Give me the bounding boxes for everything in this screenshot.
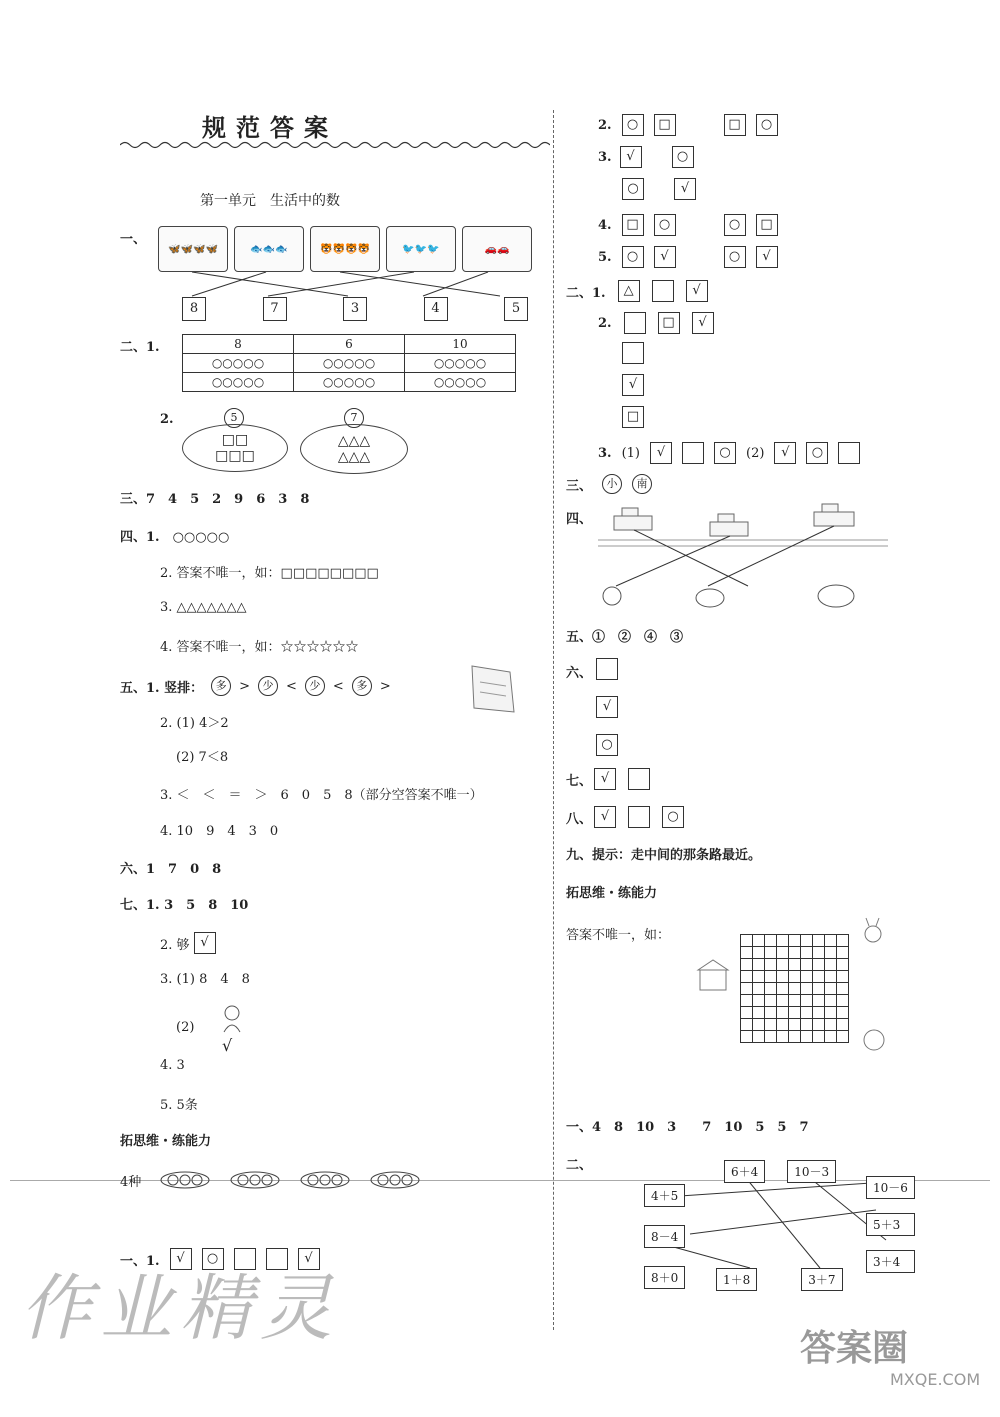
part-label: (1) (621, 445, 640, 461)
answer-box (838, 442, 860, 464)
section-5-1 (120, 676, 391, 696)
circled-word: 少 (258, 676, 278, 696)
compare-sign: < (332, 678, 344, 694)
extend-answer-right: 答案不唯一，如： (566, 928, 671, 943)
expression-box: 5＋3 (866, 1213, 915, 1236)
bottom-label: 一、1. (120, 1253, 160, 1269)
table-header: 8 (183, 335, 294, 354)
number-box: 4 (424, 297, 448, 321)
label: 2. (598, 117, 612, 133)
answer-box (596, 658, 618, 680)
answer-box (628, 768, 650, 790)
expression-box: 3＋7 (801, 1268, 842, 1291)
answer-box: △ (618, 280, 640, 302)
circled-word: 南 (632, 474, 652, 494)
answer-box: √ (686, 280, 708, 302)
label: 3. (598, 445, 612, 461)
answer-box: √ (774, 442, 796, 464)
site-logo-url: MXQE.COM (890, 1370, 981, 1389)
answer-box: ○ (756, 114, 778, 136)
answer-box: □ (724, 114, 746, 136)
answer-box: □ (654, 114, 676, 136)
section-7-2-prefix: 2. 够 (160, 937, 190, 953)
section-7-5: 5. 5条 (160, 1098, 198, 1113)
extend-title-left: 拓思维・练能力 (120, 1134, 212, 1149)
extend-answer-left (120, 1170, 455, 1190)
picture-birds: 🐦🐦🐦 (386, 226, 456, 272)
section-4-2: 2. 答案不唯一，如：□□□□□□□□ (160, 566, 379, 581)
right-s6-boxes (596, 658, 618, 756)
expression-box: 3＋4 (866, 1250, 915, 1273)
section-2-label: 二、1. (120, 340, 160, 355)
oval-2-triangles: △△△ △△△ (300, 424, 408, 474)
number-box: 8 (182, 297, 206, 321)
label: 八、 (566, 811, 593, 827)
section-3: 三、7 4 5 2 9 6 3 8 (120, 492, 310, 507)
section-5-1-prefix: 五、1. 竖排： (120, 680, 204, 696)
answer-box: ○ (662, 806, 684, 828)
right-s6-label: 六、 (566, 666, 593, 681)
answer-box: □ (756, 214, 778, 236)
answer-box: □ (622, 406, 644, 428)
right-s4-label: 四、 (566, 512, 593, 527)
answer-box: √ (298, 1248, 320, 1270)
answer-box: ○ (806, 442, 828, 464)
expression-box: 6＋4 (724, 1160, 765, 1183)
table-cell: ○○○○○ (294, 373, 405, 392)
section-4-1: 四、1. ○○○○○ (120, 530, 230, 545)
circled-word: 小 (602, 474, 622, 494)
label: 4. (598, 217, 612, 233)
expression-box: 10－6 (866, 1176, 915, 1199)
answer-box: ○ (596, 734, 618, 756)
watermark-text: 作业精灵 (20, 1266, 341, 1350)
route-grid (740, 934, 849, 1043)
section-7-1: 七、1. 3 5 8 10 (120, 898, 249, 913)
exprs-top-row (724, 1160, 836, 1183)
answer-box: □ (622, 214, 644, 236)
unit-title: 第一单元 生活中的数 (200, 193, 340, 209)
answer-box: ○ (622, 246, 644, 268)
section-7-3a: 3. (1) 8 4 8 (160, 972, 250, 987)
picture-tigers: 🐯🐯🐯🐯 (310, 226, 380, 272)
table-cell: ○○○○○ (405, 354, 516, 373)
answer-box: √ (170, 1248, 192, 1270)
child-icon (218, 1004, 246, 1034)
check-box: √ (194, 932, 216, 954)
section-7-2 (160, 932, 216, 954)
answer-box (628, 806, 650, 828)
answer-box: √ (622, 374, 644, 396)
section-2-2-label: 2. (160, 412, 174, 427)
table-header: 10 (405, 335, 516, 354)
right-3 (598, 146, 694, 168)
answer-box: √ (674, 178, 696, 200)
number-box: 3 (343, 297, 367, 321)
expression-box: 1＋8 (716, 1268, 757, 1291)
right-2 (598, 114, 778, 136)
compare-sign: > (379, 678, 391, 694)
section-1-label: 一、 (120, 232, 147, 247)
answer-box: ○ (724, 246, 746, 268)
right-s2-2 (598, 312, 714, 334)
oval-1-number: 5 (224, 408, 244, 428)
circled-word: 多 (211, 676, 231, 696)
answer-box (624, 312, 646, 334)
expression-box: 8－4 (644, 1225, 685, 1248)
answer-box: ○ (724, 214, 746, 236)
table-cell: ○○○○○ (294, 354, 405, 373)
answer-box: √ (594, 806, 616, 828)
answer-box: □ (658, 312, 680, 334)
expression-box: 4＋5 (644, 1184, 685, 1207)
boats-animals-matching (598, 500, 898, 615)
right-s3 (566, 474, 652, 494)
number-box-row (182, 297, 528, 321)
section-7-3b: (2) (176, 1020, 195, 1035)
number-box: 5 (504, 297, 528, 321)
rabbit-icon (860, 916, 886, 946)
picture-row (158, 226, 532, 272)
right-4 (598, 214, 778, 236)
answer-box: √ (654, 246, 676, 268)
exprs-right-column (866, 1176, 915, 1273)
right-5 (598, 246, 778, 268)
expression-box: 8＋0 (644, 1266, 685, 1289)
number-box: 7 (263, 297, 287, 321)
label: 三、 (566, 478, 593, 494)
right-3b (622, 178, 696, 200)
expression-box: 10－3 (787, 1160, 836, 1183)
circled-word: 多 (352, 676, 372, 696)
page-title: 规范答案 (202, 113, 338, 142)
answer-box: √ (756, 246, 778, 268)
section-4-4: 4. 答案不唯一，如：☆☆☆☆☆☆ (160, 640, 359, 655)
oval-2-number: 7 (344, 408, 364, 428)
compare-sign: > (239, 678, 251, 694)
site-logo: 答案圈 (800, 1328, 909, 1369)
answer-box: √ (594, 768, 616, 790)
extend-answer-text: 4种 (120, 1174, 142, 1190)
right-s8 (566, 806, 684, 828)
section-4-3: 3. △△△△△△△ (160, 600, 247, 615)
picture-cars: 🚗🚗 (462, 226, 532, 272)
answer-box (652, 280, 674, 302)
compare-sign: < (286, 678, 297, 694)
answer-box: ○ (672, 146, 694, 168)
oval-1-squares: □□ □□□ (182, 424, 288, 472)
answer-box: √ (650, 442, 672, 464)
right-s5: 五、① ② ④ ③ (566, 630, 684, 645)
answer-box: ○ (622, 178, 644, 200)
table-header: 6 (294, 335, 405, 354)
label: 5. (598, 249, 612, 265)
answer-box (682, 442, 704, 464)
label: 二、1. (566, 285, 606, 301)
bead-groups (155, 1170, 455, 1190)
table-cell: ○○○○○ (405, 373, 516, 392)
animal-icon (860, 1026, 888, 1054)
right-s7 (566, 768, 650, 790)
answer-box: ○ (714, 442, 736, 464)
answer-box: ○ (202, 1248, 224, 1270)
label: 3. (598, 149, 612, 165)
matching-lines (158, 272, 538, 298)
answer-box: ○ (622, 114, 644, 136)
answer-box: √ (620, 146, 642, 168)
extend-title-right: 拓思维・练能力 (566, 886, 658, 901)
section-7-4: 4. 3 (160, 1058, 185, 1073)
right-s2-3 (598, 442, 860, 464)
check-mark: √ (222, 1036, 233, 1055)
right-s9: 九、提示：走中间的那条路最近。 (566, 848, 762, 863)
circled-word: 少 (305, 676, 325, 696)
house-icon (696, 958, 732, 992)
unit2-section-1: 一、4 8 10 3 7 10 5 5 7 (566, 1120, 809, 1135)
label: 七、 (566, 773, 593, 789)
answer-box: √ (596, 696, 618, 718)
circle-count-table (182, 334, 516, 392)
exprs-bottom-row (716, 1268, 843, 1291)
label: 2. (598, 315, 612, 331)
answer-box: ○ (654, 214, 676, 236)
right-s2-1 (566, 280, 708, 302)
exprs-left-column (644, 1184, 685, 1289)
picture-butterflies: 🦋🦋🦋🦋 (158, 226, 228, 272)
section-6: 六、1 7 0 8 (120, 862, 222, 877)
unit2-section-2-label: 二、 (566, 1158, 593, 1173)
section-5-3: 3. ＜ ＜ ＝ ＞ 6 0 5 8（部分空答案不唯一） (160, 788, 483, 803)
table-cell: ○○○○○ (183, 373, 294, 392)
stamp-illustration (466, 662, 518, 718)
section-5-4: 4. 10 9 4 3 0 (160, 824, 279, 839)
section-5-2a: 2. (1) 4＞2 (160, 716, 229, 731)
decorative-wave-divider (120, 140, 550, 150)
picture-fish: 🐟🐟🐟 (234, 226, 304, 272)
column-divider (553, 110, 554, 1330)
table-cell: ○○○○○ (183, 354, 294, 373)
part-label: (2) (746, 445, 765, 461)
answer-box: √ (692, 312, 714, 334)
section-5-2b: (2) 7＜8 (176, 750, 229, 765)
answer-box (622, 342, 644, 364)
right-s2-2-column (622, 342, 644, 428)
